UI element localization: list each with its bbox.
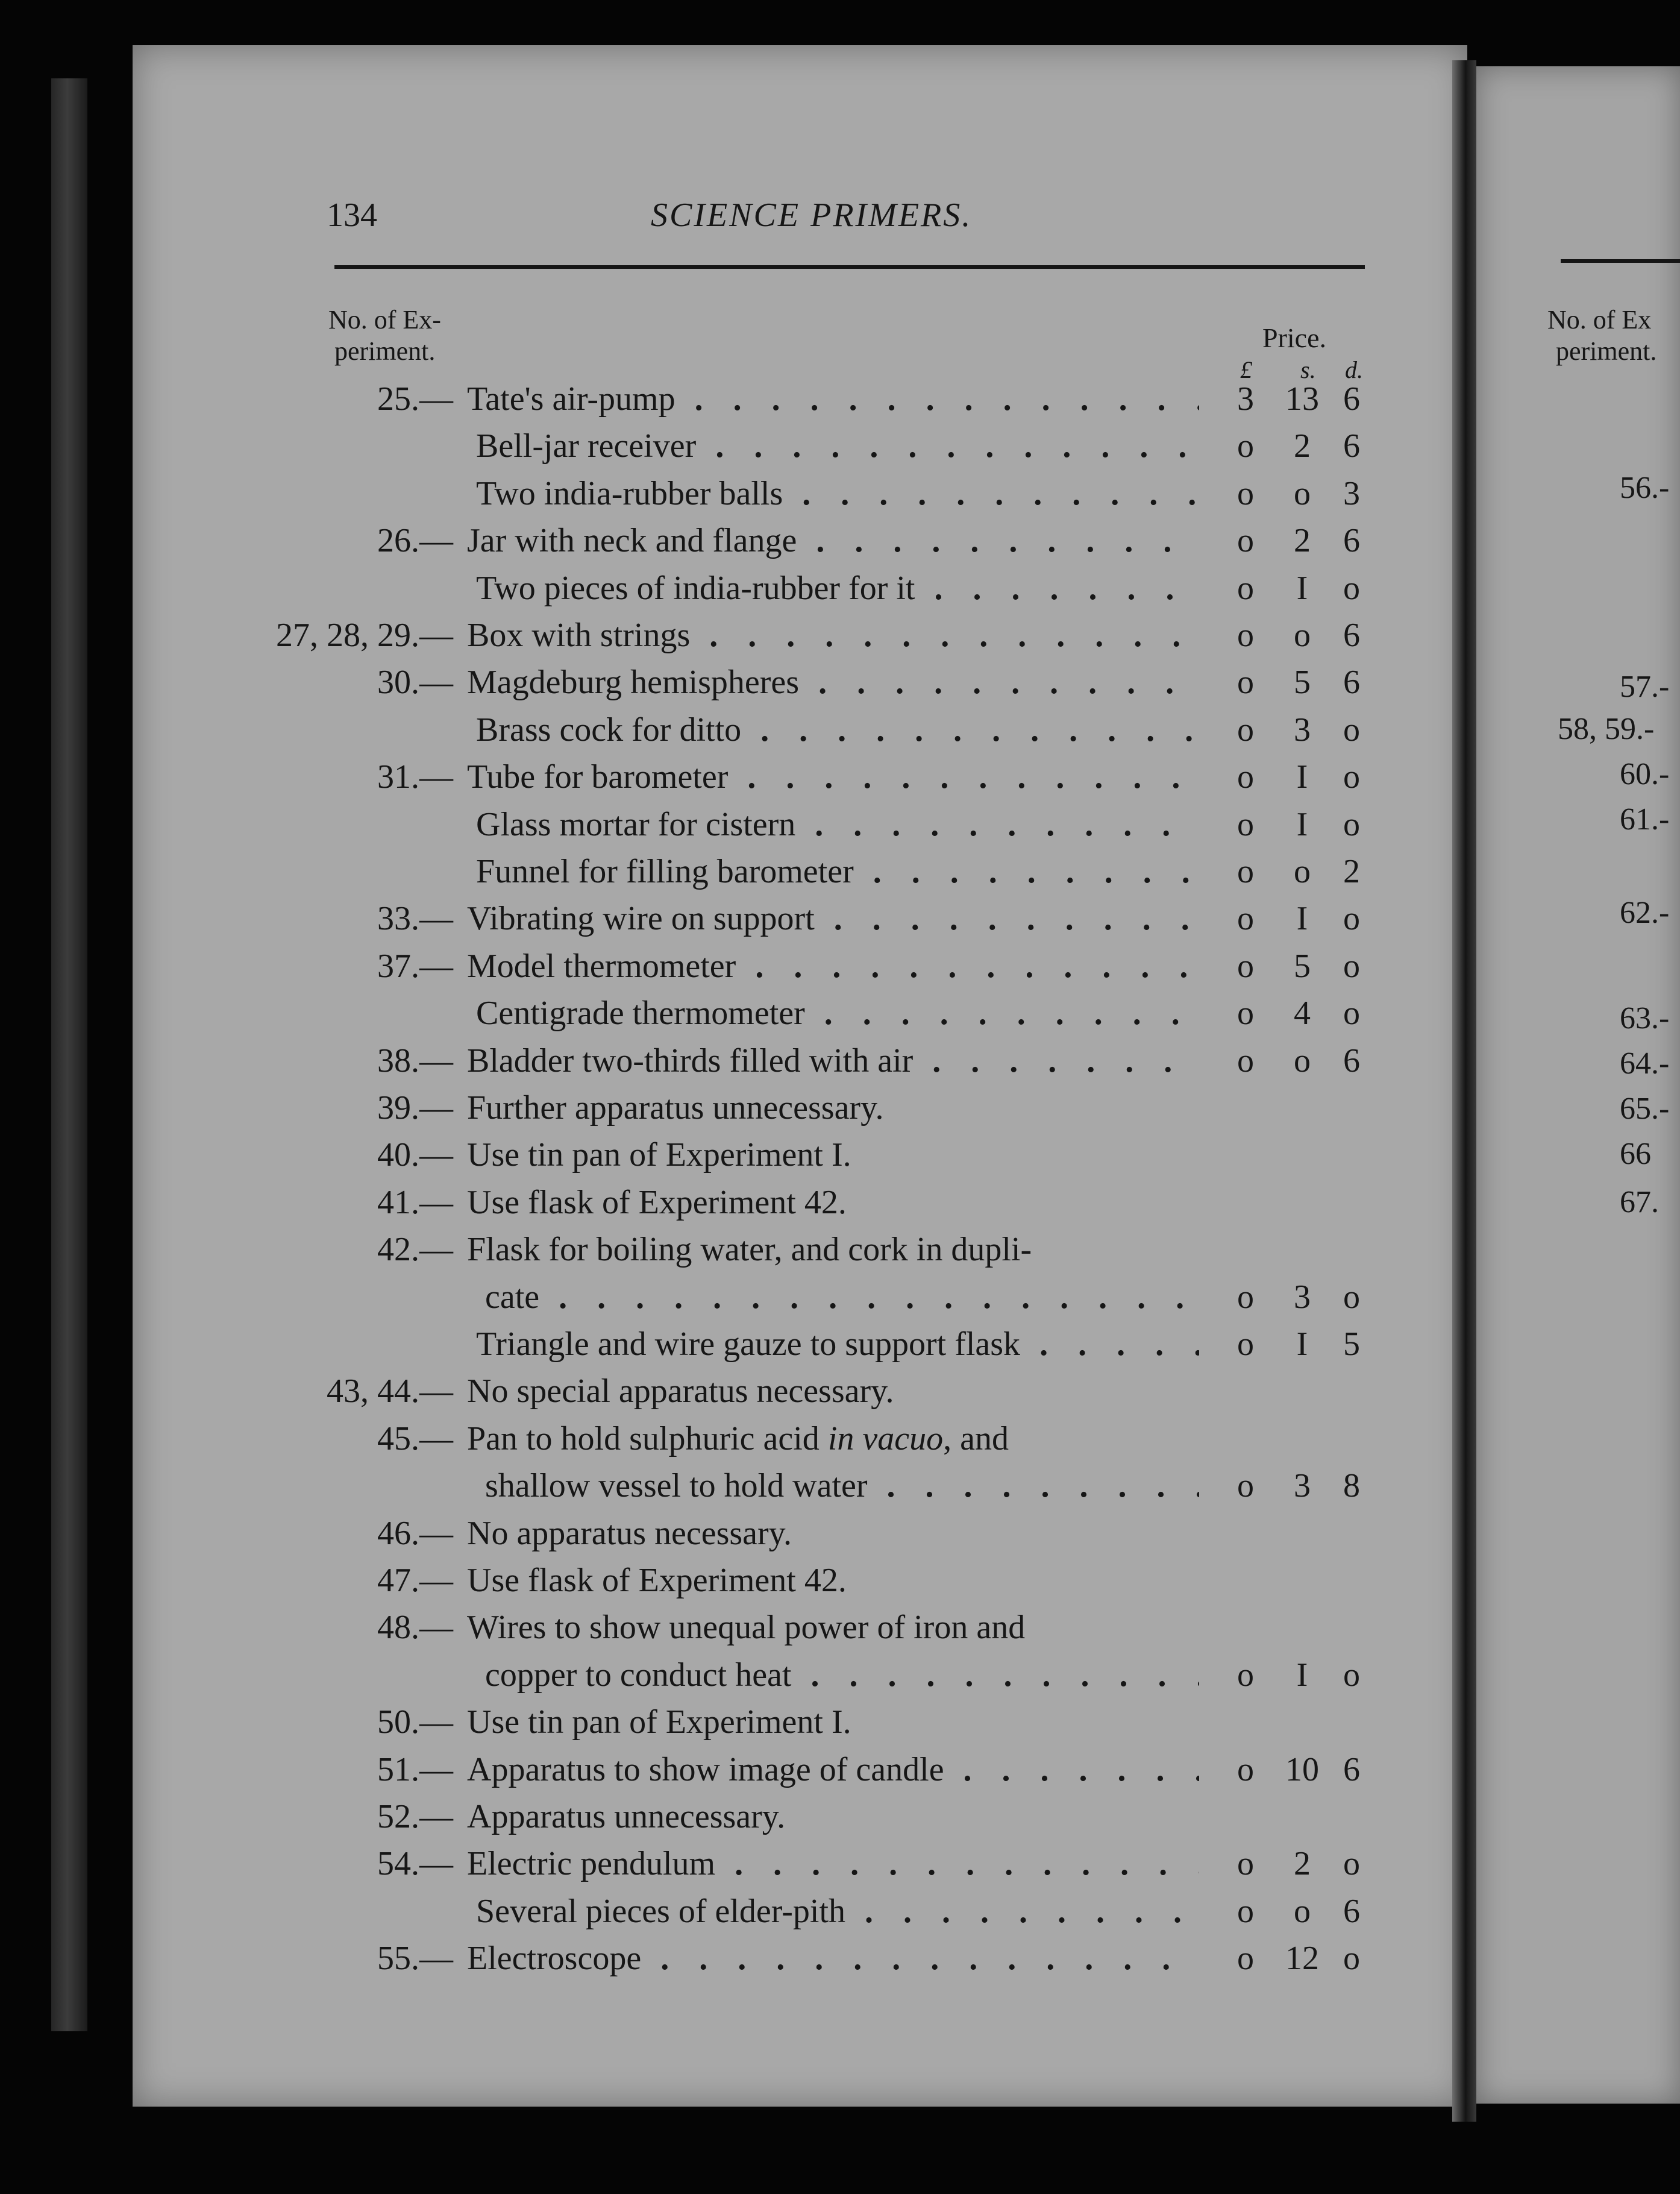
table-row (0, 944, 1680, 989)
apparatus-description: No apparatus necessary. (467, 1514, 792, 1552)
table-row (0, 849, 1680, 894)
table-row (0, 613, 1680, 658)
price-pounds: o (1237, 1325, 1254, 1363)
price-pence: 5 (1343, 1325, 1360, 1363)
apparatus-description: Box with strings . . . (467, 613, 1199, 658)
right-page-experiment-number: 57.- (1620, 670, 1670, 704)
experiment-number: 26.— (377, 522, 453, 560)
price-column-header: Price. (1262, 322, 1327, 353)
experiment-number: 39.— (377, 1089, 453, 1127)
apparatus-description: Two india-rubber balls . . . (476, 471, 1199, 516)
price-shillings: o (1294, 617, 1311, 654)
table-row (0, 1227, 1680, 1272)
experiment-number: 54.— (377, 1845, 453, 1883)
experiment-number: 37.— (377, 947, 453, 985)
experiment-number: 30.— (377, 664, 453, 702)
price-shillings: 5 (1294, 947, 1311, 985)
price-shillings: I (1296, 569, 1308, 607)
experiment-number: 51.— (377, 1750, 453, 1788)
experiment-number: 41.— (377, 1183, 453, 1221)
price-pounds: 3 (1237, 380, 1254, 418)
apparatus-description: Glass mortar for cistern . . . (476, 802, 1199, 847)
price-shillings: 2 (1294, 1845, 1311, 1883)
price-pounds: o (1237, 569, 1254, 607)
price-pounds: o (1237, 1845, 1254, 1883)
table-row (0, 802, 1680, 847)
table-row (0, 1558, 1680, 1603)
price-pence: 8 (1343, 1467, 1360, 1505)
price-pounds: o (1237, 995, 1254, 1033)
price-pence: o (1343, 1940, 1360, 1978)
right-page-experiment-number: 60.- (1620, 757, 1670, 791)
price-shillings: 2 (1294, 522, 1311, 560)
price-pence: 6 (1343, 1042, 1360, 1080)
right-header-line-1: No. of Ex (1547, 305, 1652, 335)
table-row (0, 708, 1680, 752)
running-title: SCIENCE PRIMERS. (651, 196, 973, 234)
price-pence: o (1343, 758, 1360, 796)
price-shillings: 3 (1294, 1467, 1311, 1505)
shillings-unit-label: s. (1300, 356, 1316, 383)
experiment-number: 33.— (377, 900, 453, 938)
apparatus-description: Use flask of Experiment 42. (467, 1562, 847, 1599)
right-page-experiment-number: 64.- (1620, 1046, 1670, 1081)
right-page-header-rule (1561, 259, 1680, 263)
table-row (0, 377, 1680, 421)
price-shillings: 4 (1294, 995, 1311, 1033)
table-row (0, 896, 1680, 941)
table-row (0, 518, 1680, 563)
price-pounds: o (1237, 805, 1254, 843)
experiment-header-line-2: periment. (334, 336, 436, 366)
right-page-experiment-number: 63.- (1620, 1001, 1670, 1036)
apparatus-description: Centigrade thermometer . . . (476, 991, 1199, 1036)
experiment-column-header (328, 304, 441, 367)
apparatus-description: Electroscope . . . (467, 1936, 1199, 1981)
price-pence: 6 (1343, 1892, 1360, 1930)
price-shillings: o (1294, 853, 1311, 890)
price-pence: 6 (1343, 522, 1360, 560)
price-shillings: o (1294, 474, 1311, 512)
experiment-number: 31.— (377, 758, 453, 796)
right-page-experiment-number: 62.- (1620, 896, 1670, 930)
price-pounds: o (1237, 711, 1254, 749)
price-pence: 6 (1343, 617, 1360, 654)
table-row (0, 660, 1680, 705)
table-row (0, 471, 1680, 516)
table-row (0, 1889, 1680, 1934)
price-pence: o (1343, 711, 1360, 749)
price-shillings: 3 (1294, 1278, 1311, 1316)
price-shillings: 5 (1294, 664, 1311, 702)
price-pounds: o (1237, 1042, 1254, 1080)
apparatus-description: Bladder two-thirds filled with air . . . (467, 1039, 1199, 1083)
price-shillings: 12 (1285, 1940, 1319, 1978)
price-shillings: I (1296, 1325, 1308, 1363)
apparatus-description: Further apparatus unnecessary. (467, 1089, 884, 1127)
price-shillings: I (1296, 1656, 1308, 1694)
price-pounds: o (1237, 427, 1254, 465)
price-pounds: o (1237, 1467, 1254, 1505)
price-pence: o (1343, 1845, 1360, 1883)
experiment-number: 52.— (377, 1798, 453, 1835)
apparatus-description: Wires to show unequal power of iron and (467, 1609, 1026, 1647)
table-row (0, 1180, 1680, 1225)
table-row (0, 1605, 1680, 1650)
right-page-experiment-number: 67. (1620, 1185, 1659, 1219)
table-row (0, 1794, 1680, 1839)
price-pence: 6 (1343, 427, 1360, 465)
price-pounds: o (1237, 900, 1254, 938)
apparatus-description: Apparatus unnecessary. (467, 1798, 786, 1835)
table-row (0, 1086, 1680, 1130)
table-row (0, 1039, 1680, 1083)
price-shillings: 13 (1285, 380, 1319, 418)
price-pence: o (1343, 805, 1360, 843)
price-shillings: I (1296, 758, 1308, 796)
apparatus-description: copper to conduct heat . . . (485, 1653, 1199, 1697)
apparatus-description: Apparatus to show image of candle . . . (467, 1747, 1199, 1792)
experiment-number: 50.— (377, 1703, 453, 1741)
experiment-header-line-1: No. of Ex- (328, 305, 441, 335)
experiment-number: 45.— (377, 1419, 453, 1457)
experiment-number: 38.— (377, 1042, 453, 1080)
table-row (0, 1322, 1680, 1366)
table-row (0, 1700, 1680, 1744)
apparatus-description: Model thermometer . . . (467, 944, 1199, 989)
apparatus-description: cate . . . (485, 1275, 1199, 1319)
experiment-number: 46.— (377, 1514, 453, 1552)
table-row (0, 1275, 1680, 1319)
apparatus-description: Tate's air-pump . . . (467, 377, 1199, 421)
price-pence: 2 (1343, 853, 1360, 890)
experiment-number: 55.— (377, 1940, 453, 1978)
apparatus-description: Tube for barometer . . . (467, 755, 1199, 799)
right-page-experiment-number: 65.- (1620, 1092, 1670, 1126)
price-pounds: o (1237, 617, 1254, 654)
apparatus-description: Several pieces of elder-pith . . . (476, 1889, 1199, 1934)
right-page-experiment-number: 58, 59.- (1558, 712, 1655, 746)
table-row (0, 1463, 1680, 1508)
table-row (0, 1369, 1680, 1413)
price-pence: o (1343, 569, 1360, 607)
apparatus-description: Use flask of Experiment 42. (467, 1183, 847, 1221)
apparatus-description: Funnel for filling barometer . . . (476, 849, 1199, 894)
table-row (0, 566, 1680, 611)
price-pence: o (1343, 947, 1360, 985)
pounds-unit-label: £ (1240, 356, 1252, 383)
apparatus-description: shallow vessel to hold water . . . (485, 1463, 1199, 1508)
price-pounds: o (1237, 522, 1254, 560)
apparatus-description: Triangle and wire gauze to support flask . . . (476, 1322, 1199, 1366)
experiment-number: 40.— (377, 1136, 453, 1174)
table-row (0, 1841, 1680, 1886)
price-pence: 6 (1343, 664, 1360, 702)
experiment-number: 25.— (377, 380, 453, 418)
experiment-number: 42.— (377, 1231, 453, 1269)
table-row (0, 991, 1680, 1036)
pence-unit-label: d. (1345, 356, 1363, 383)
price-pence: o (1343, 995, 1360, 1033)
right-page-experiment-number: 56.- (1620, 471, 1670, 505)
price-pounds: o (1237, 1750, 1254, 1788)
apparatus-description: Flask for boiling water, and cork in dupli- (467, 1231, 1032, 1269)
apparatus-description: No special apparatus necessary. (467, 1372, 894, 1410)
table-row (0, 1133, 1680, 1177)
price-shillings: 10 (1285, 1750, 1319, 1788)
price-pounds: o (1237, 1656, 1254, 1694)
price-shillings: o (1294, 1042, 1311, 1080)
price-pence: o (1343, 1656, 1360, 1694)
table-row (0, 1747, 1680, 1792)
price-shillings: o (1294, 1892, 1311, 1930)
table-row (0, 1936, 1680, 1981)
table-row (0, 1653, 1680, 1697)
experiment-number: 48.— (377, 1609, 453, 1647)
experiment-number: 43, 44.— (327, 1372, 453, 1410)
price-pounds: o (1237, 664, 1254, 702)
page-number: 134 (327, 196, 377, 234)
experiment-number: 47.— (377, 1562, 453, 1599)
price-shillings: I (1296, 900, 1308, 938)
price-pence: 6 (1343, 1750, 1360, 1788)
apparatus-description: Bell-jar receiver . . . (476, 424, 1199, 468)
price-pounds: o (1237, 853, 1254, 890)
table-row (0, 1511, 1680, 1556)
apparatus-description: Magdeburg hemispheres . . . (467, 660, 1199, 705)
price-pence: 3 (1343, 474, 1360, 512)
right-header-line-2: periment. (1556, 336, 1657, 366)
price-pounds: o (1237, 758, 1254, 796)
table-row (0, 755, 1680, 799)
price-pence: o (1343, 1278, 1360, 1316)
price-pounds: o (1237, 1892, 1254, 1930)
apparatus-description: Pan to hold sulphuric acid in vacuo, and (467, 1419, 1009, 1457)
apparatus-description: Electric pendulum . . . (467, 1841, 1199, 1886)
price-pounds: o (1237, 947, 1254, 985)
right-page-experiment-number: 66 (1620, 1137, 1651, 1171)
apparatus-description: Two pieces of india-rubber for it . . . (476, 566, 1199, 611)
right-page-experiment-number: 61.- (1620, 802, 1670, 837)
apparatus-description: Use tin pan of Experiment I. (467, 1136, 851, 1174)
apparatus-description: Vibrating wire on support . . . (467, 896, 1199, 941)
right-page-experiment-header (1547, 304, 1656, 367)
apparatus-description: Jar with neck and flange . . . (467, 518, 1199, 563)
price-shillings: I (1296, 805, 1308, 843)
price-shillings: 2 (1294, 427, 1311, 465)
italic-phrase: in vacuo (827, 1419, 944, 1457)
apparatus-description: Use tin pan of Experiment I. (467, 1703, 851, 1741)
price-pounds: o (1237, 1278, 1254, 1316)
table-row (0, 424, 1680, 468)
price-pounds: o (1237, 474, 1254, 512)
price-shillings: 3 (1294, 711, 1311, 749)
apparatus-description: Brass cock for ditto . . . (476, 708, 1199, 752)
price-pounds: o (1237, 1940, 1254, 1978)
header-rule (334, 265, 1365, 269)
experiment-number: 27, 28, 29.— (276, 617, 453, 654)
table-row (0, 1416, 1680, 1461)
price-pence: 6 (1343, 380, 1360, 418)
price-pence: o (1343, 900, 1360, 938)
